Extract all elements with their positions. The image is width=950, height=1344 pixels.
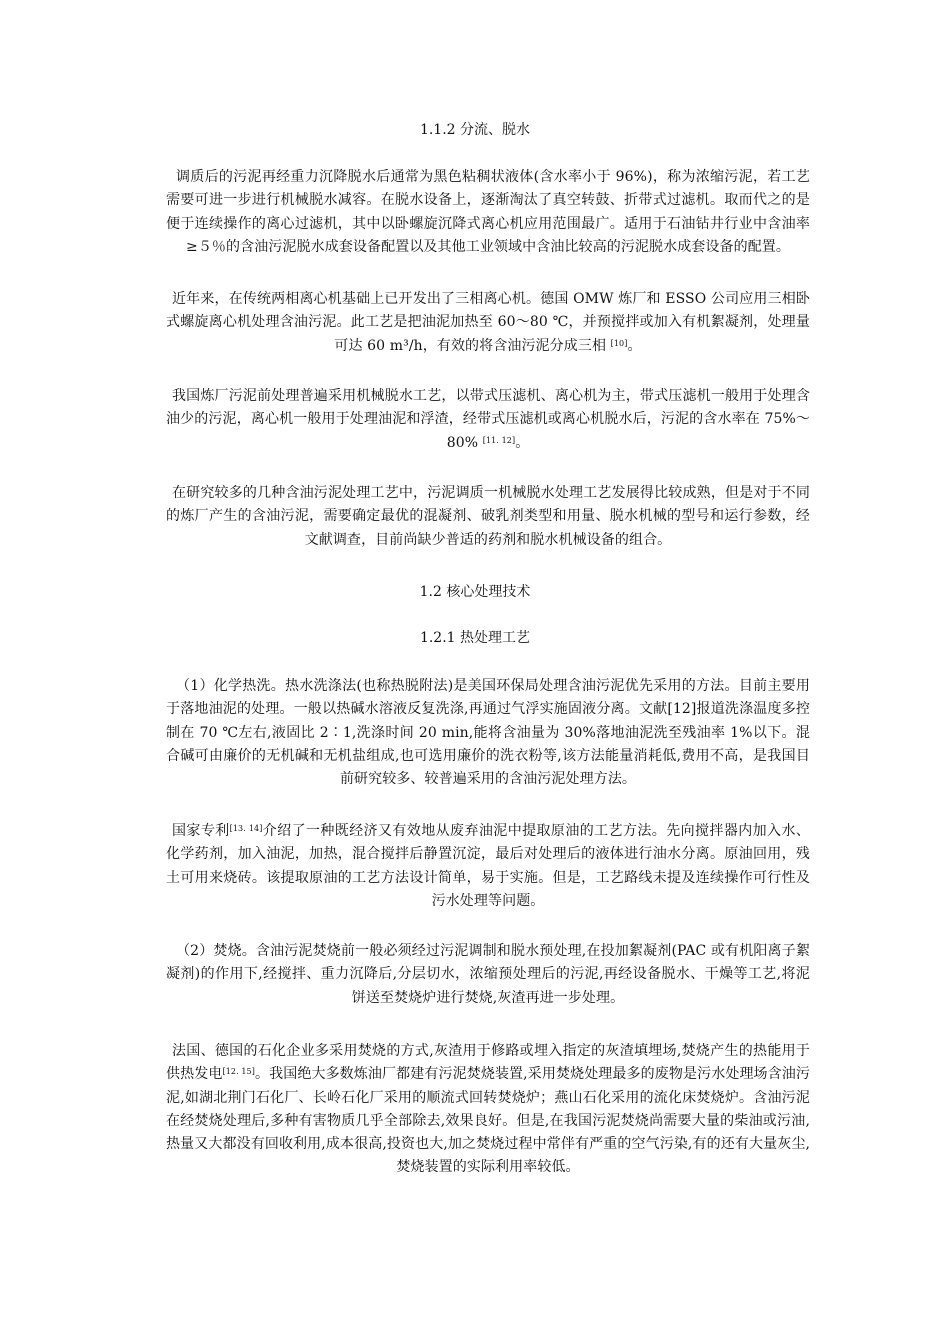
paragraph-text: 法国、德国的石化企业多采用焚烧的方式,灰渣用于修路或埋入指定的灰渣填埋场,焚烧产生的热能用于供热发电 <box>166 1043 810 1083</box>
paragraph-text: 在研究较多的几种含油污泥处理工艺中，污泥调质一机械脱水处理工艺发展得比较成熟，但是对于不同的炼厂产生的含油污泥，需要确定最优的混凝剂、破乳剂类型和用量、脱水机械的型号和运行参数，经文献调查，目前尚缺少普适的药剂和脱水机械设备的组合。 <box>166 485 810 548</box>
paragraph-text: 近年来，在传统两相离心机基础上已开发出了三相离心机。德国 OMW 炼厂和 ESSO 公司应用三相卧式螺旋离心机处理含油污泥。此工艺是把油泥加热至 60～80 ℃，并预搅拌或加入有机絮凝剂，处理量可达 60 m³/h，有效的将含油污泥分成三相 <box>166 291 810 354</box>
paragraph-text: 我国炼厂污泥前处理普遍采用机械脱水工艺，以带式压滤机、离心机为主，带式压滤机一般用于处理含油少的污泥，离心机一般用于处理油泥和浮渣，经带式压滤机或离心机脱水后，污泥的含水率在 75%～80% <box>166 388 810 451</box>
paragraph-end: 。 <box>515 434 530 451</box>
citation: [12. 15] <box>222 1067 255 1077</box>
paragraph-incineration-practice <box>166 1040 810 1180</box>
paragraph-text: （2）焚烧。含油污泥焚烧前一般必须经过污泥调制和脱水预处理,在投加絮凝剂(PAC 或有机阳离子絮凝剂)的作用下,经搅拌、重力沉降后,分层切水，浓缩预处理后的污泥,再经设备脱水、干燥等工艺,将泥饼送至焚烧炉进行焚烧,灰渣再进一步处理。 <box>166 943 810 1006</box>
citation: [10] <box>610 338 628 348</box>
paragraph-text: （1）化学热洗。热水洗涤法(也称热脱附法)是美国环保局处理含油污泥优先采用的方法。目前主要用于落地油泥的处理。一般以热碱水溶液反复洗涤,再通过气浮实施固液分离。文献[12]报道洗涤温度多控制在 70 ℃左右,液固比 2∶1,洗涤时间 20 min,能将含油量为 30%落地油泥洗至残油率 1%以下。混合碱可由廉价的无机碱和无机盐组成,也可选用廉价的洗衣粉等,该方法能量消耗低,费用不高，是我国目前研究较多、较普遍采用的含油污泥处理方法。 <box>166 678 810 788</box>
paragraph-text: 国家专利 <box>172 823 230 839</box>
citation: [11. 12] <box>482 435 516 445</box>
paragraph-chemical-hot-wash <box>166 675 810 791</box>
section-heading-1-2: 1.2 核心处理技术 <box>419 584 531 600</box>
paragraph-text-rest: 。我国绝大多数炼油厂都建有污泥焚烧装置,采用焚烧处理最多的废物是污水处理场含油污泥,如湖北荆门石化厂、长岭石化厂采用的顺流式回转焚烧炉；燕山石化采用的流化床焚烧炉。含油污泥在经焚烧处理后,多种有害物质几乎全部除去,效果良好。但是,在我国污泥焚烧尚需要大量的柴油或污油,热量又大都没有回收利用,成本很高,投资也大,加之焚烧过程中常伴有严重的空气污染,有的还有大量灰尘,焚烧装置的实际利用率较低。 <box>166 1066 811 1176</box>
paragraph-mechanical-dewatering <box>166 385 810 455</box>
paragraph-three-phase-centrifuge <box>166 288 810 358</box>
paragraph-patent <box>166 820 810 913</box>
paragraph-text-rest: 介绍了一种既经济又有效地从废弃油泥中提取原油的工艺方法。先向搅拌器内加入水、化学药剂，加入油泥，加热，混合搅拌后静置沉淀，最后对处理后的液体进行油水分离。原油回用，残土可用来烧砖。该提取原油的工艺方法设计简单，易于实施。但是，工艺路线未提及连续操作可行性及污水处理等问题。 <box>166 823 810 909</box>
paragraph-text: 调质后的污泥再经重力沉降脱水后通常为黑色粘稠状液体(含水率小于 96%)，称为浓缩污泥，若工艺需要可进一步进行机械脱水减容。在脱水设备上，逐渐淘汰了真空转鼓、折带式过滤机。取而代之的是便于连续操作的离心过滤机，其中以卧螺旋沉降式离心机应用范围最广。适用于石油钻井行业中含油率≥５％的含油污泥脱水成套设备配置以及其他工业领域中含油比较高的污泥脱水成套设备的配置。 <box>166 169 810 255</box>
paragraph-end: 。 <box>627 337 642 354</box>
paragraph-incineration <box>166 940 810 1010</box>
paragraph-dewatering <box>166 166 810 259</box>
citation: [13. 14] <box>229 824 263 833</box>
paragraph-conditioning-summary <box>166 482 810 552</box>
section-heading-1-1-2: 1.1.2 分流、脱水 <box>419 122 531 138</box>
section-heading-1-2-1: 1.2.1 热处理工艺 <box>419 630 531 646</box>
